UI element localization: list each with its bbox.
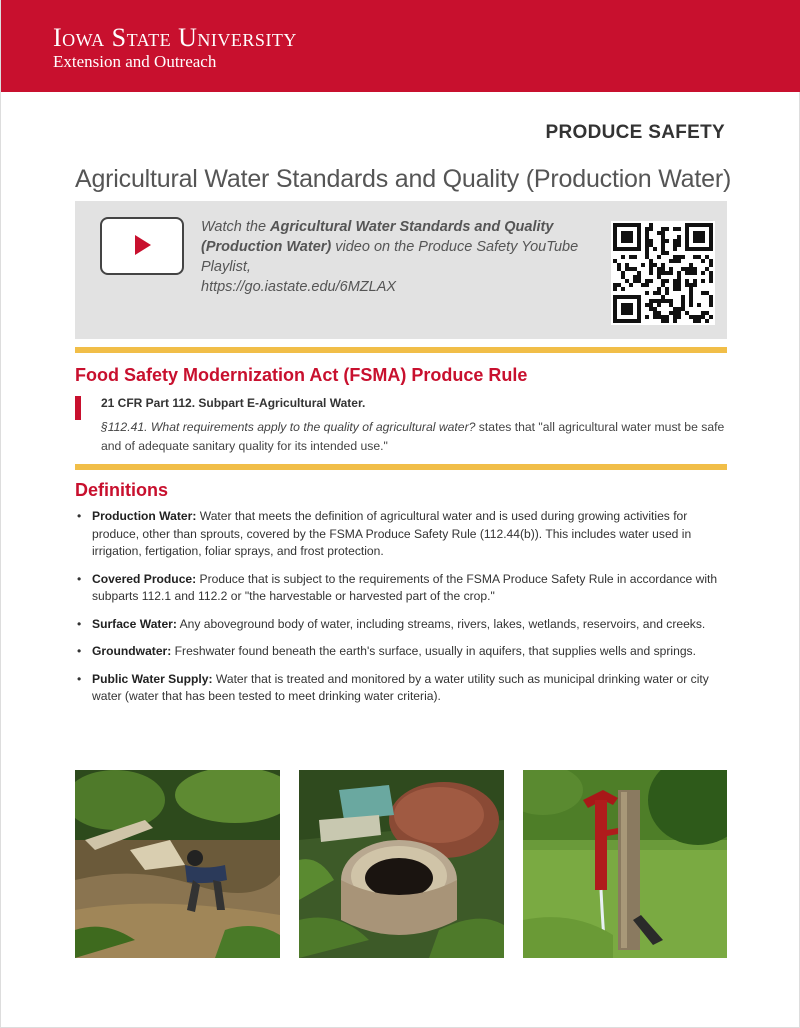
category-label: PRODUCE SAFETY — [545, 122, 725, 143]
definition-text: Water that is treated and monitored by a water utility such as municipal drinking water or city water (water that has been tested to meet drinking water criteria). — [92, 671, 709, 703]
video-link[interactable]: https://go.iastate.edu/6MZLAX — [201, 279, 397, 295]
pump-photo — [523, 770, 727, 958]
definition-term: Covered Produce: — [92, 571, 197, 586]
play-button[interactable] — [100, 217, 184, 275]
cfr-body — [101, 418, 727, 456]
red-accent-bar — [75, 396, 81, 420]
list-item — [75, 643, 727, 661]
definition-term: Production Water: — [92, 509, 197, 523]
creek-photo — [75, 770, 280, 958]
video-title: Agricultural Water Standards and Quality (Production Water) — [201, 219, 554, 255]
list-item — [75, 508, 727, 561]
page-title: Agricultural Water Standards and Quality (Production Water) — [75, 165, 732, 193]
university-name: Iowa State University — [53, 23, 297, 52]
university-logo — [53, 24, 297, 72]
definition-term: Public Water Supply: — [92, 671, 213, 686]
unit-name: Extension and Outreach — [53, 52, 217, 71]
definition-term: Surface Water: — [92, 616, 177, 631]
fsma-heading: Food Safety Modernization Act (FSMA) Produce Rule — [75, 365, 528, 385]
video-text-suffix: video on the Produce Safety YouTube Playlist, — [201, 239, 579, 275]
list-item — [75, 671, 727, 706]
cfr-question: §112.41. What requirements apply to the quality of agricultural water? — [101, 420, 476, 434]
cfr-title: 21 CFR Part 112. Subpart E-Agricultural Water. — [101, 396, 366, 410]
definition-text: Water that meets the definition of agricultural water and is used during growing activities for produce, other than sprouts, covered by the FSMA Produce Safety Rule (112.44(b)). This includes water used in irrigation, fertigation, foliar sprays, and frost protection. — [92, 509, 692, 558]
video-description — [201, 217, 581, 297]
definitions-list — [75, 508, 727, 716]
video-text-prefix: Watch the — [201, 219, 271, 235]
definition-text: Produce that is subject to the requirements of the FSMA Produce Safety Rule in accordance with subparts 112.1 and 112.2 or "the harvestable or harvested part of the crop." — [92, 571, 718, 603]
gold-divider — [75, 464, 727, 470]
definitions-heading: Definitions — [75, 480, 168, 500]
list-item — [75, 571, 727, 606]
well-photo — [299, 770, 504, 958]
definition-text: Any aboveground body of water, including streams, rivers, lakes, wetlands, reservoirs, and creeks. — [176, 616, 706, 631]
definition-term: Groundwater: — [92, 644, 172, 658]
university-header — [1, 0, 800, 92]
video-callout — [75, 201, 727, 339]
qr-code-icon — [611, 221, 715, 325]
list-item — [75, 616, 727, 634]
play-icon — [135, 235, 151, 255]
gold-divider — [75, 347, 727, 353]
cfr-statement: states that "all agricultural water must be safe and of adequate sanitary quality for its intended use." — [101, 420, 725, 453]
definition-text: Freshwater found beneath the earth's surface, usually in aquifers, that supplies wells and springs. — [171, 644, 696, 658]
